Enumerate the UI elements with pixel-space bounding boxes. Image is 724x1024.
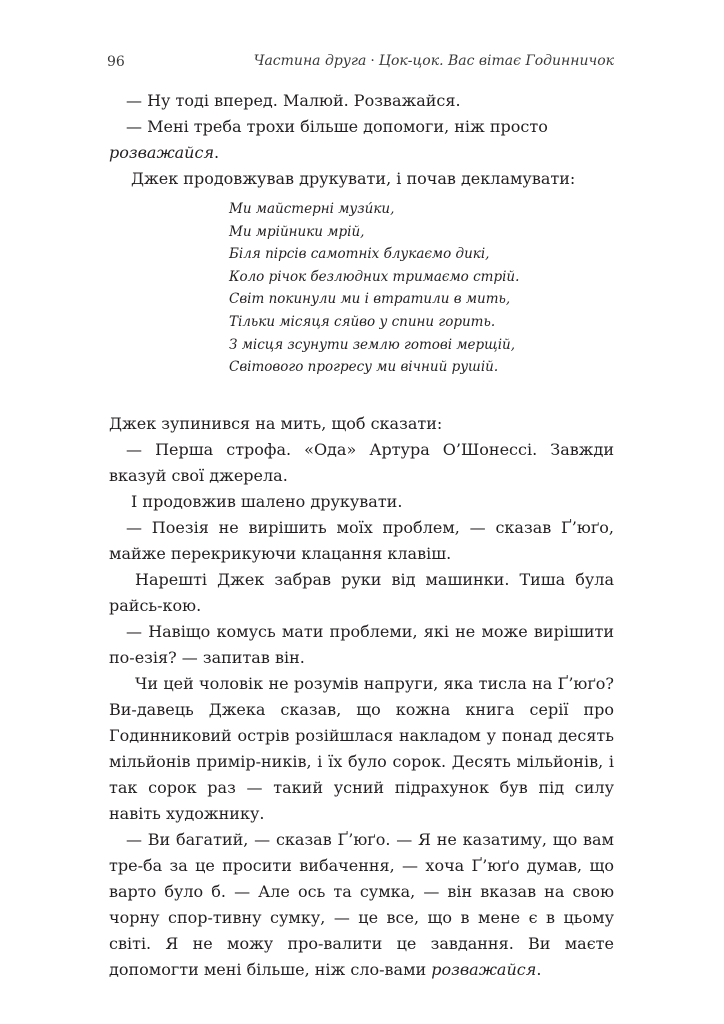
running-head [254,53,614,69]
paragraph: — Навіщо комусь мати проблеми, які не може вирішити по-езія? — запитав він. [109,622,614,667]
poem-line: Ми майстерні музи́ки, [229,201,395,217]
opening-dialogue [109,88,614,192]
paragraph: — Перша строфа. «Ода» Артура О’Шонессі. Завжди вказуй свої джерела. [109,440,614,485]
paragraph: — Мені треба трохи більше допомоги, ніж просто розважайся. [109,117,548,162]
running-head-chapter: Цок-цок. Вас вітає Годинничок [378,53,614,69]
emphasis: розважайся [109,143,215,162]
poem-line: Коло річок безлюдних тримаємо стрій. [229,268,520,285]
paragraph: Джек зупинився на мить, щоб сказати: [109,414,443,433]
paragraph: Чи цей чоловік не розумів напруги, яка тисла на Ґ’юґо? Ви-давець Джека сказав, що кожна книга серії про Годинниковий острів розійшлася накладом у понад десять мільйонів примір-ників, і їх було сорок. Десять мільйонів, і так сорок раз — такий усний підрахунок був під силу навіть художнику. [109,674,614,823]
paragraph: — Ви багатий, — сказав Ґ’юґо. — Я не казатиму, що вам тре-ба за це просити вибачення, — хоча Ґ’юґо думав, що варто було б. — Але ось та сумка, — він вказав на свою чорну спор-тивну сумку, — це все, що в мене є в цьому світі. Я не можу про-валити це завдання. Ви маєте допомогти мені більше, ніж сло-вами розважайся. [109,830,614,979]
poem-line: Тільки місяця сяйво у спини горить. [229,313,496,330]
poem-line: Світового прогресу ми вічний рушій. [229,359,499,376]
poem-line: Світ покинули ми і втратили в мить, [229,291,511,308]
paragraph: Джек продовжував друкувати, і почав декламувати: [131,169,576,188]
poem-line: Біля пірсів самотніх блукаємо дикі, [229,246,490,263]
poem-line: З місця зсунути землю готові мерщій, [229,336,515,353]
emphasis: розважайся [431,960,537,979]
running-head-part: Частина друга [253,53,367,69]
poem-line: Ми мрійники мрій, [229,223,365,240]
running-head-separator: · [370,53,375,69]
paragraph: — Ну тоді вперед. Малюй. Розважайся. [126,91,461,110]
poem-stanza [229,198,519,379]
paragraph: І продовжив шалено друкувати. [131,492,403,511]
main-text [109,411,614,983]
paragraph: Нарешті Джек забрав руки від машинки. Тиша була райсь-кою. [109,570,614,615]
paragraph: — Поезія не вирішить моїх проблем, — сказав Ґ’юґо, майже перекрикуючи клацання клавіш. [109,518,614,563]
page-number: 96 [107,54,125,70]
